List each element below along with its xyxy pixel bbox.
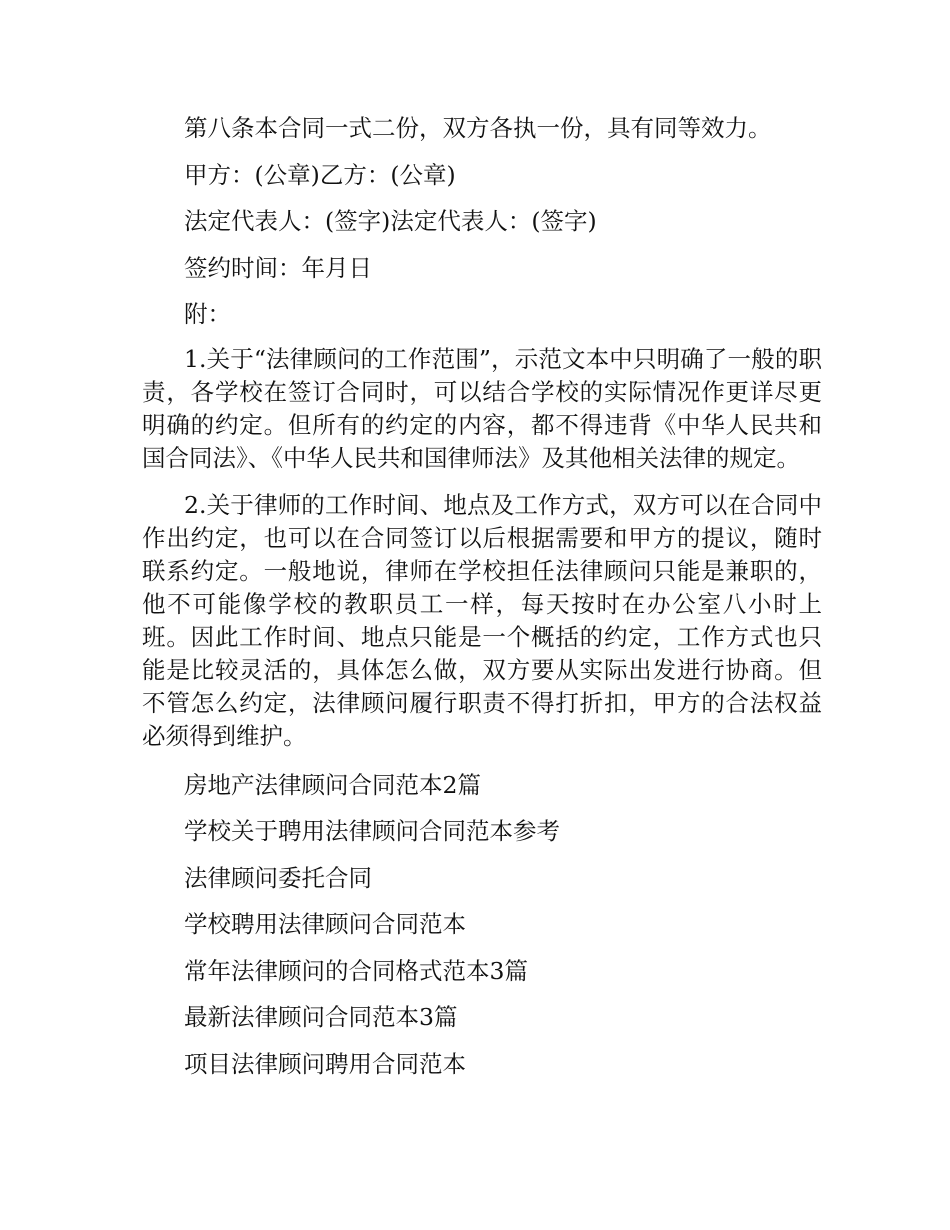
related-link[interactable]: 学校聘用法律顾问合同范本 (184, 910, 466, 938)
appendix-label: 附： (184, 300, 231, 328)
related-documents-list (142, 767, 822, 1093)
party-seal-line: 甲方：(公章)乙方：(公章) (184, 160, 456, 189)
note-paragraph-2: 2.关于律师的工作时间、地点及工作方式，双方可以在合同中作出约定，也可以在合同签订以后根据需要和甲方的提议，随时联系约定。一般地说，律师在学校担任法律顾问只能是兼职的，他不可能像学校的教职员工一样，每天按时在办公室八小时上班。因此工作时间、地点只能是一个概括的约定，工作方式也只能是比较灵活的，具体怎么做，双方要从实际出发进行协商。但不管怎么约定，法律顾问履行职责不得打折扣，甲方的合法权益必须得到维护。 (142, 490, 822, 750)
related-link[interactable]: 常年法律顾问的合同格式范本3篇 (184, 956, 528, 985)
note-paragraph-1: 1.关于“法律顾问的工作范围”，示范文本中只明确了一般的职责，各学校在签订合同时，可以结合学校的实际情况作更详尽更明确的约定。但所有的约定的内容，都不得违背《中华人民共和国合同法》、《中华人民共和国律师法》及其他相关法律的规定。 (142, 344, 822, 472)
clause-eight: 第八条本合同一式二份，双方各执一份，具有同等效力。 (184, 114, 772, 142)
document-content (142, 110, 822, 1092)
related-link[interactable]: 项目法律顾问聘用合同范本 (184, 1049, 466, 1078)
related-link[interactable]: 房地产法律顾问合同范本2篇 (184, 770, 481, 799)
related-link[interactable]: 法律顾问委托合同 (184, 863, 372, 892)
signing-date-line: 签约时间：年月日 (184, 253, 372, 282)
related-link[interactable]: 最新法律顾问合同范本3篇 (184, 1003, 458, 1031)
representative-signature-line: 法定代表人：(签字)法定代表人：(签字) (184, 207, 597, 235)
related-link[interactable]: 学校关于聘用法律顾问合同范本参考 (184, 817, 560, 845)
